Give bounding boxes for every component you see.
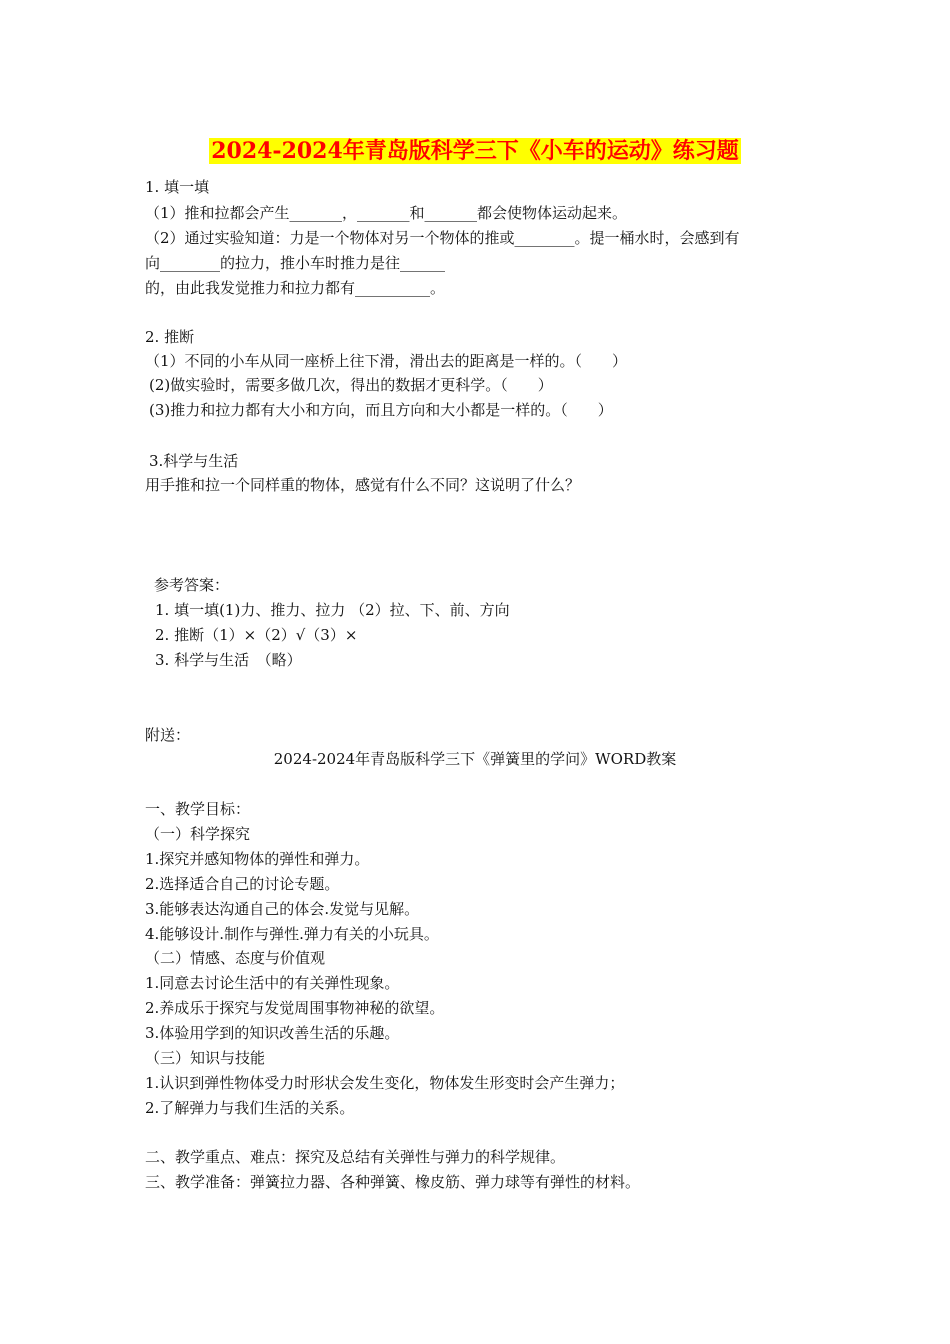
appendix-line: 3.体验用学到的知识改善生活的乐趣。 (145, 1024, 400, 1042)
appendix-line: 2.了解弹力与我们生活的关系。 (145, 1099, 355, 1117)
judge-question-1: （1）不同的小车从同一座桥上往下滑，滑出去的距离是一样的。（ ） (145, 352, 628, 370)
life-question: 用手推和拉一个同样重的物体，感觉有什么不同？这说明了什么？ (145, 476, 581, 494)
judge-question-3: (3)推力和拉力都有大小和方向，而且方向和大小都是一样的。（ ） (149, 401, 613, 419)
appendix-label: 附送： (145, 726, 191, 744)
appendix-line: 2.养成乐于探究与发觉周围事物神秘的欲望。 (145, 999, 445, 1017)
appendix-line: （三）知识与技能 (145, 1049, 266, 1067)
fill-question-1: （1）推和拉都会产生_______，_______和_______都会使物体运动起来。 (145, 204, 628, 222)
answer-2: 2. 推断（1）×（2）√（3）× (155, 626, 358, 644)
title-text: 2024-2024年青岛版科学三下《小车的运动》练习题 (211, 138, 739, 164)
appendix-subtitle: 2024-2024年青岛版科学三下《弹簧里的学问》WORD教案 (273, 750, 677, 768)
fill-question-2-line1: （2）通过实验知道：力是一个物体对另一个物体的推或________。提一桶水时，会感到有 (145, 229, 740, 247)
appendix-line: 二、教学重点、难点：探究及总结有关弹性与弹力的科学规律。 (145, 1148, 566, 1166)
judge-question-2: (2)做实验时，需要多做几次，得出的数据才更科学。（ ） (149, 376, 553, 394)
answer-3: 3. 科学与生活 （略） (155, 651, 302, 669)
appendix-line: 1.同意去讨论生活中的有关弹性现象。 (145, 974, 400, 992)
fill-question-2-line3: 的，由此我发觉推力和拉力都有__________。 (145, 279, 446, 297)
section3-heading: 3.科学与生活 (149, 452, 239, 470)
answer-1: 1. 填一填(1)力、推力、拉力 （2）拉、下、前、方向 (155, 601, 510, 619)
appendix-line: 3.能够表达沟通自己的体会.发觉与见解。 (145, 900, 420, 918)
section1-heading: 1. 填一填 (145, 178, 210, 196)
document-title (0, 134, 950, 165)
appendix-line: 1.认识到弹性物体受力时形状会发生变化，物体发生形变时会产生弹力； (145, 1074, 625, 1092)
appendix-line: （一）科学探究 (145, 825, 251, 843)
appendix-line: （二）情感、态度与价值观 (145, 949, 326, 967)
appendix-line: 1.探究并感知物体的弹性和弹力。 (145, 850, 370, 868)
appendix-line: 三、教学准备：弹簧拉力器、各种弹簧、橡皮筋、弹力球等有弹性的材料。 (145, 1173, 641, 1191)
section2-heading: 2. 推断 (145, 328, 195, 346)
appendix-line: 4.能够设计.制作与弹性.弹力有关的小玩具。 (145, 925, 439, 943)
answers-heading: 参考答案： (154, 576, 230, 594)
appendix-line: 一、教学目标： (145, 800, 251, 818)
fill-question-2-line2: 向________的拉力，推小车时推力是往______ (145, 254, 446, 272)
appendix-line: 2.选择适合自己的讨论专题。 (145, 875, 340, 893)
